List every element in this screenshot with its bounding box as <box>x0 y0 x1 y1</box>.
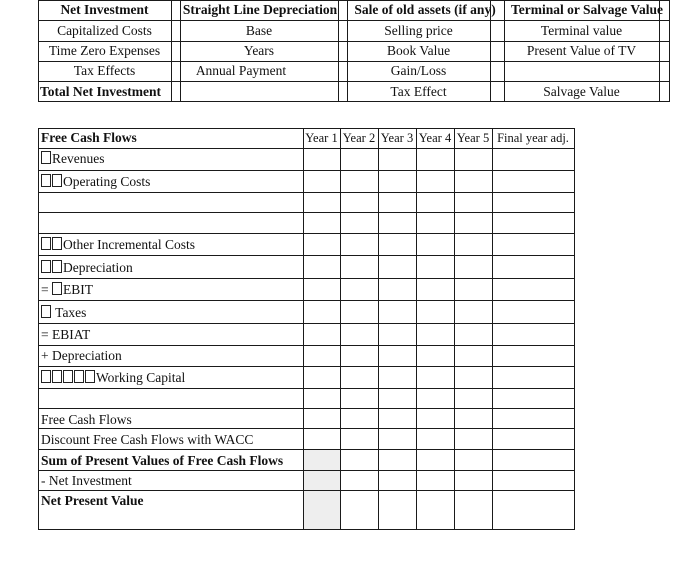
checkbox-glyph-icon <box>41 370 51 383</box>
free-cash-flows-title: Free Cash Flows <box>41 130 137 145</box>
sale-of-old-assets-header: Sale of old assets (if any) <box>354 2 496 17</box>
checkbox-glyph-icon <box>52 260 62 273</box>
taxes-row-label: Taxes <box>41 305 86 321</box>
time-zero-expenses-label: Time Zero Expenses <box>48 43 161 58</box>
checkbox-glyph-icon <box>63 370 73 383</box>
checkbox-glyph-icon <box>52 237 62 250</box>
checkbox-glyph-icon <box>41 174 51 187</box>
col-header-year-2: Year 2 <box>342 131 376 145</box>
ebit-row-label: = EBIT <box>41 282 93 297</box>
working-capital-row-label: Working Capital <box>41 370 185 386</box>
net-investment-header: Net Investment <box>60 2 149 17</box>
capitalized-costs-label: Capitalized Costs <box>57 23 152 38</box>
depreciation-row-label: Depreciation <box>41 260 133 276</box>
revenues-row-label: Revenues <box>41 151 104 167</box>
tax-effect-label: Tax Effect <box>390 84 447 99</box>
checkbox-glyph-icon <box>41 237 51 250</box>
straight-line-depreciation-header: Straight Line Depreciation <box>182 2 338 17</box>
checkbox-glyph-icon <box>85 370 95 383</box>
present-value-tv-label: Present Value of TV <box>526 43 637 58</box>
checkbox-glyph-icon <box>74 370 84 383</box>
checkbox-glyph-icon <box>52 370 62 383</box>
operating-costs-row-label: Operating Costs <box>41 174 150 190</box>
net-investment-row-label: - Net Investment <box>41 473 132 488</box>
salvage-value-label: Salvage Value <box>543 84 620 99</box>
total-net-investment-label: Total Net Investment <box>40 84 161 99</box>
free-cash-flows-table <box>38 128 574 530</box>
col-header-year-3: Year 3 <box>380 131 414 145</box>
sum-present-values-row-label: Sum of Present Values of Free Cash Flows <box>41 453 284 468</box>
tax-effects-label: Tax Effects <box>73 63 136 78</box>
checkbox-glyph-icon <box>52 174 62 187</box>
years-label: Years <box>243 43 275 58</box>
checkbox-glyph-icon <box>41 260 51 273</box>
book-value-label: Book Value <box>386 43 451 58</box>
terminal-value-label: Terminal value <box>540 23 623 38</box>
gain-loss-label: Gain/Loss <box>390 63 447 78</box>
col-header-year-4: Year 4 <box>418 131 452 145</box>
checkbox-glyph-icon <box>41 151 51 164</box>
discount-fcf-row-label: Discount Free Cash Flows with WACC <box>41 432 254 447</box>
other-incremental-costs-row-label: Other Incremental Costs <box>41 237 195 253</box>
col-header-final-year-adj: Final year adj. <box>497 131 569 145</box>
plus-depreciation-row-label: + Depreciation <box>41 348 122 363</box>
terminal-salvage-header: Terminal or Salvage Value <box>511 2 663 17</box>
net-investment-table <box>38 0 669 102</box>
base-label: Base <box>245 23 273 38</box>
net-present-value-row-label: Net Present Value <box>41 493 144 508</box>
col-header-year-5: Year 5 <box>456 131 490 145</box>
selling-price-label: Selling price <box>384 23 453 38</box>
checkbox-glyph-icon <box>41 305 51 318</box>
ebiat-row-label: = EBIAT <box>41 327 91 342</box>
col-header-year-1: Year 1 <box>305 131 338 145</box>
checkbox-glyph-icon <box>52 282 62 295</box>
annual-payment-label: Annual Payment <box>195 63 287 78</box>
free-cash-flows-row-label: Free Cash Flows <box>41 412 132 427</box>
